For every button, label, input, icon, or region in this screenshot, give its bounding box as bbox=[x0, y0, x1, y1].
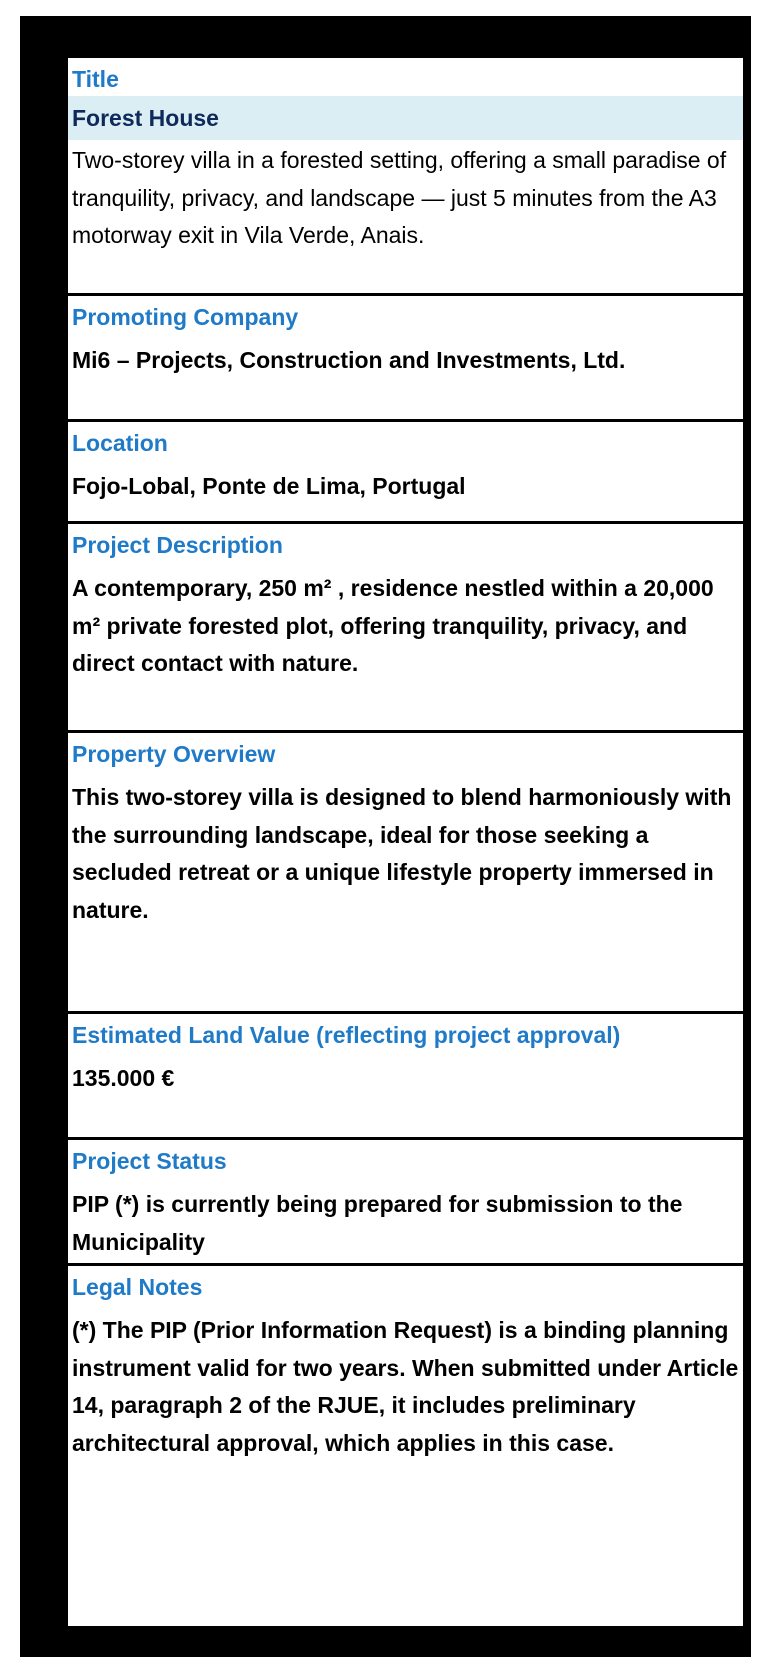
location-value: Fojo-Lobal, Ponte de Lima, Portugal bbox=[72, 473, 466, 499]
legal-section bbox=[68, 1266, 743, 1626]
land-value-section bbox=[68, 1014, 743, 1140]
project-name: Forest House bbox=[68, 96, 743, 140]
black-frame bbox=[20, 16, 751, 1657]
description-section bbox=[68, 524, 743, 733]
overview-label: Property Overview bbox=[72, 741, 276, 767]
status-label: Project Status bbox=[72, 1148, 227, 1174]
location-section bbox=[68, 422, 743, 524]
company-section bbox=[68, 296, 743, 422]
legal-value: (*) The PIP (Prior Information Request) is a binding planning instrument valid for two years. When submitted under Article 14, paragraph 2 of the RJUE, it includes preliminary architectural approval, which applies in this case. bbox=[72, 1317, 739, 1456]
title-description: Two-storey villa in a forested setting, offering a small paradise of tranquility, privacy, and landscape — just 5 minutes from the A3 motorway exit in Vila Verde, Anais. bbox=[72, 147, 727, 248]
status-section bbox=[68, 1140, 743, 1266]
legal-label: Legal Notes bbox=[72, 1274, 203, 1300]
overview-value: This two-storey villa is designed to blend harmoniously with the surrounding landscape, ideal for those seeking a secluded retreat or a unique lifestyle property immersed in nature. bbox=[72, 784, 732, 923]
land-value-label: Estimated Land Value (reflecting project approval) bbox=[72, 1022, 621, 1048]
company-value: Mi6 – Projects, Construction and Investments, Ltd. bbox=[72, 347, 626, 373]
description-label: Project Description bbox=[72, 532, 283, 558]
overview-section bbox=[68, 733, 743, 1014]
info-sheet bbox=[68, 58, 743, 1626]
title-label: Title bbox=[72, 66, 119, 92]
description-value: A contemporary, 250 m² , residence nestled within a 20,000 m² private forested plot, offering tranquility, privacy, and direct contact with nature. bbox=[72, 575, 714, 676]
title-section bbox=[68, 58, 743, 296]
company-label: Promoting Company bbox=[72, 304, 299, 330]
status-value: PIP (*) is currently being prepared for submission to the Municipality bbox=[72, 1191, 683, 1255]
location-label: Location bbox=[72, 430, 168, 456]
land-value-value: 135.000 € bbox=[72, 1065, 175, 1091]
